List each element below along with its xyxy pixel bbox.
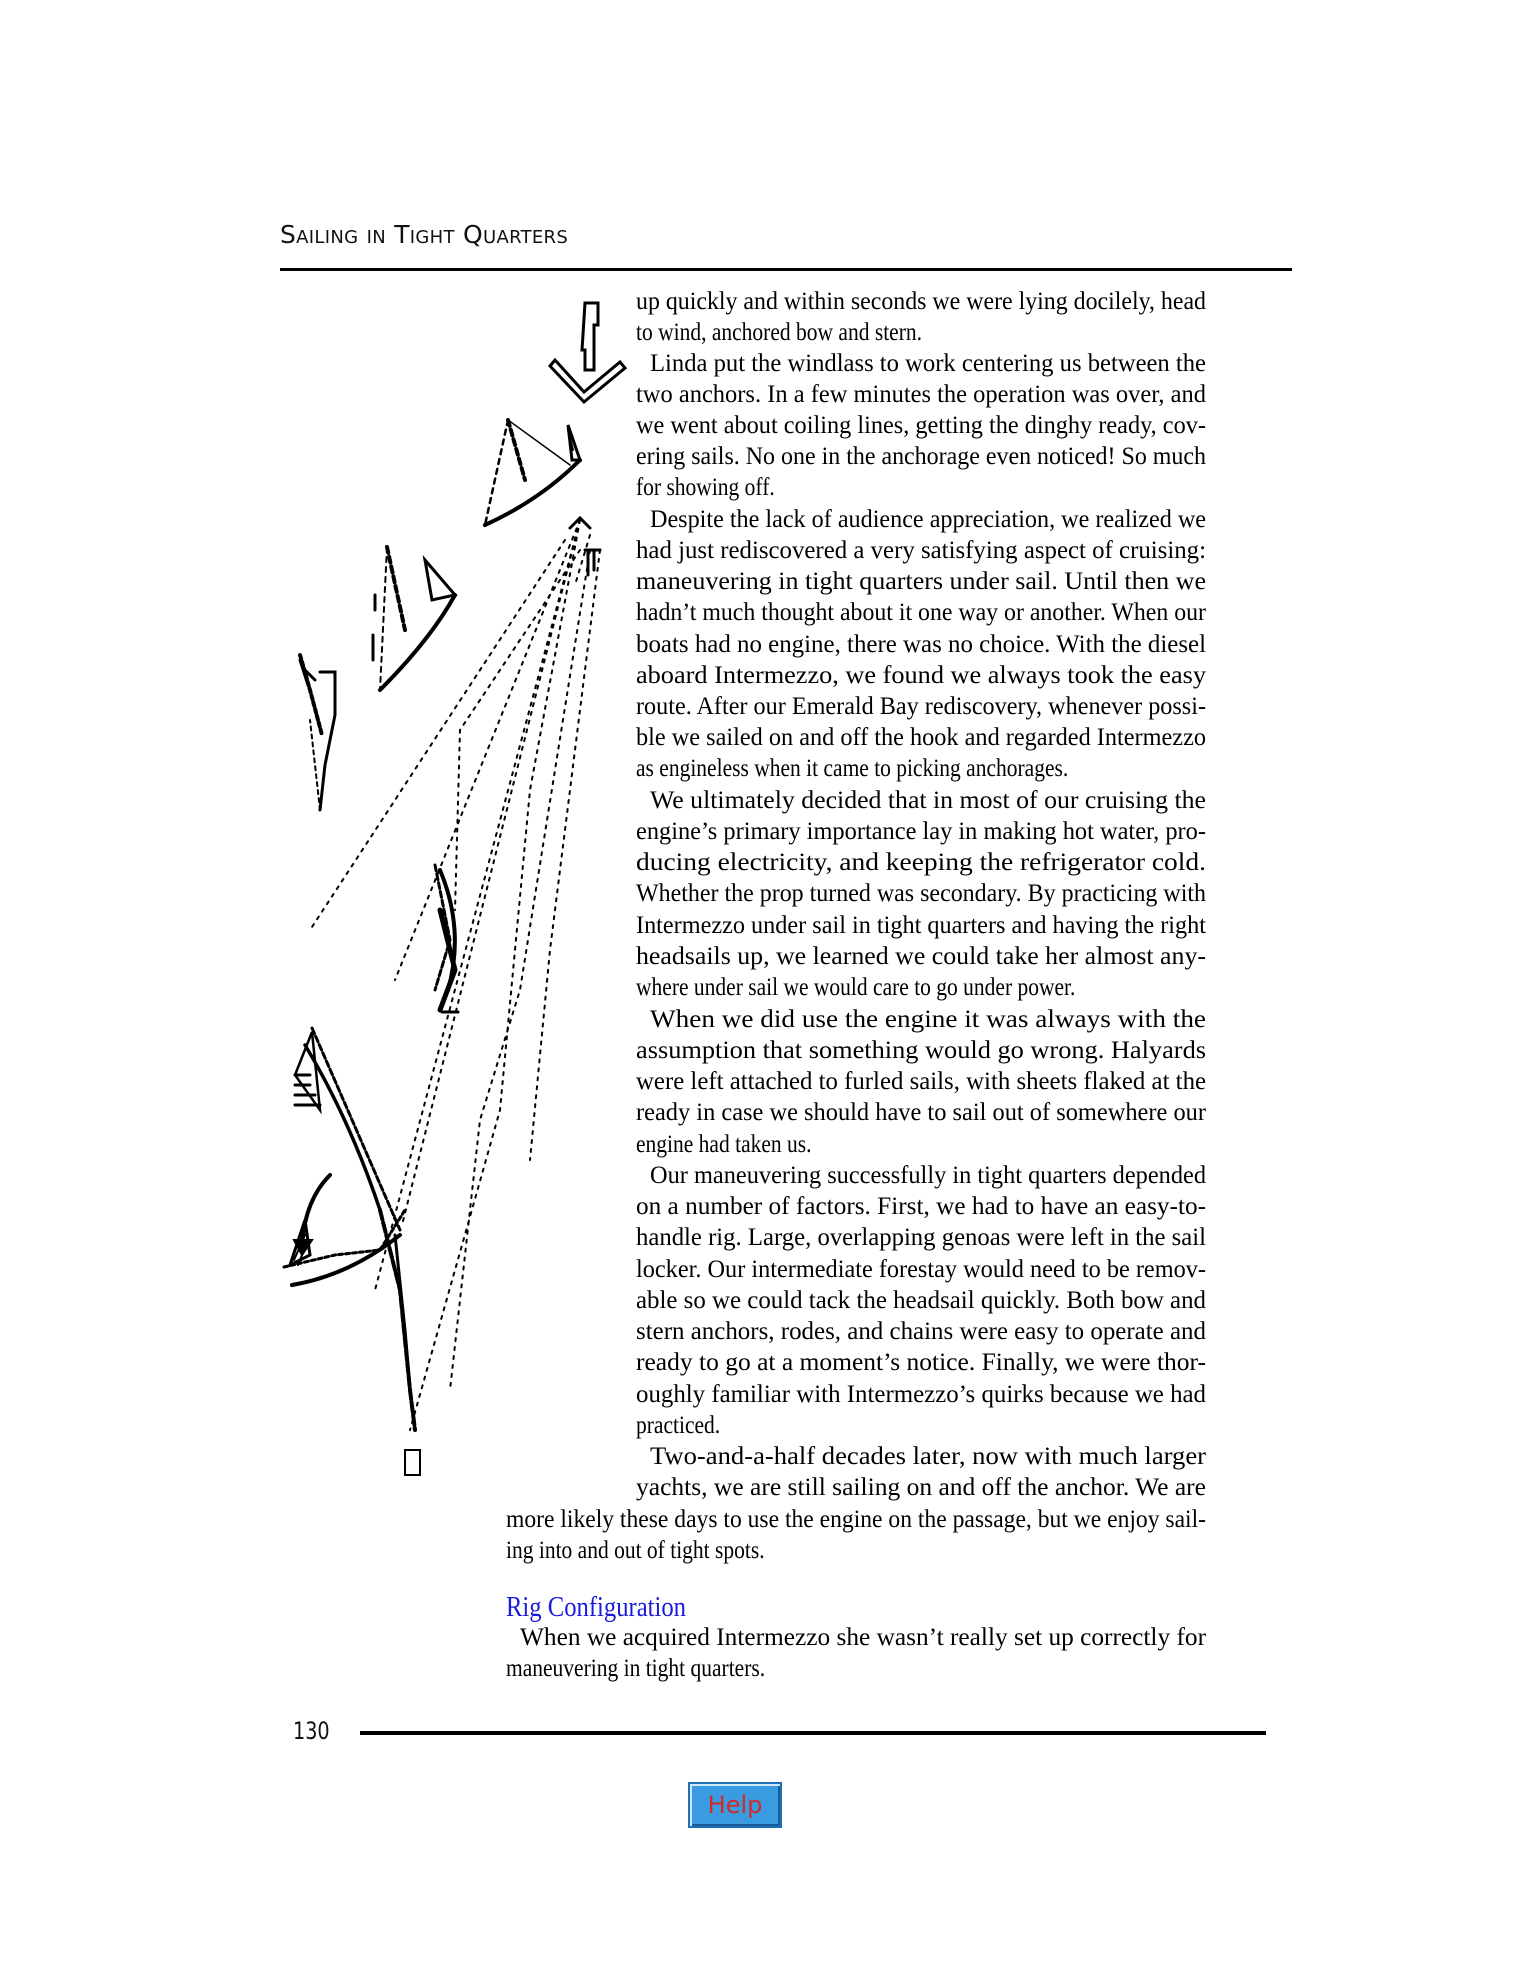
- text-line: two anchors. In a few minutes the operation was over, and: [636, 381, 1206, 408]
- text-line: for showing off.: [636, 474, 775, 501]
- text-line: maneuvering in tight quarters under sail. Until then we: [636, 568, 1206, 595]
- text-line: ering sails. No one in the anchorage even noticed! So much: [636, 443, 1206, 470]
- sailboat-3-icon: [300, 655, 335, 810]
- text-line: assumption that something would go wrong. Halyards: [636, 1037, 1206, 1064]
- text-line: maneuvering in tight quarters.: [506, 1655, 766, 1682]
- text-line: had just rediscovered a very satisfying aspect of cruising:: [636, 537, 1206, 564]
- text-line: able so we could tack the headsail quickly. Both bow and: [636, 1287, 1206, 1314]
- text-line: route. After our Emerald Bay rediscovery, whenever possi-: [636, 693, 1206, 720]
- text-line: engine’s primary importance lay in making hot water, pro-: [636, 818, 1206, 845]
- text-line: hadn’t much thought about it one way or another. When our: [636, 599, 1206, 626]
- footer-rule: [360, 1731, 1266, 1735]
- text-line: aboard Intermezzo, we found we always took the easy: [636, 662, 1206, 689]
- wind-arrow-icon: [550, 303, 625, 402]
- text-line: we went about coiling lines, getting the dinghy ready, cov-: [636, 412, 1206, 439]
- text-line: When we acquired Intermezzo she wasn’t really set up correctly for: [520, 1624, 1206, 1651]
- text-line: headsails up, we learned we could take her almost any-: [636, 943, 1206, 970]
- text-line: handle rig. Large, overlapping genoas were left in the sail: [636, 1224, 1206, 1251]
- text-line: locker. Our intermediate forestay would need to be remov-: [636, 1256, 1206, 1283]
- text-line: on a number of factors. First, we had to have an easy-to-: [636, 1193, 1206, 1220]
- text-line: up quickly and within seconds we were lying docilely, head: [636, 288, 1206, 315]
- text-line: Our maneuvering successfully in tight quarters depended: [650, 1162, 1206, 1189]
- text-line: were left attached to furled sails, with sheets flaked at the: [636, 1068, 1206, 1095]
- text-line: Linda put the windlass to work centering us between the: [650, 350, 1206, 377]
- text-line: Two-and-a-half decades later, now with much larger: [650, 1443, 1206, 1470]
- sailboat-2-icon: [373, 547, 455, 690]
- text-line: oughly familiar with Intermezzo’s quirks because we had: [636, 1381, 1206, 1408]
- text-line: Whether the prop turned was secondary. By practicing with: [636, 880, 1206, 907]
- text-line: Intermezzo under sail in tight quarters and having the right: [636, 912, 1206, 939]
- text-line: Despite the lack of audience appreciation, we realized we: [650, 506, 1206, 533]
- text-line: ble we sailed on and off the hook and regarded Intermezzo: [636, 724, 1206, 751]
- turn-arrow-icon: [294, 1175, 330, 1255]
- text-line: stern anchors, rodes, and chains were easy to operate and: [636, 1318, 1206, 1345]
- text-line: When we did use the engine it was always with the: [650, 1006, 1206, 1033]
- text-line: practiced.: [636, 1412, 721, 1439]
- running-head-title: Sailing in Tight Quarters: [280, 220, 569, 249]
- section-heading: Rig Configuration: [506, 1592, 687, 1623]
- text-line: ducing electricity, and keeping the refrigerator cold.: [636, 849, 1206, 876]
- text-line: ready in case we should have to sail out of somewhere our: [636, 1099, 1206, 1126]
- text-line: engine had taken us.: [636, 1131, 812, 1158]
- anchoring-maneuver-figure: [280, 290, 640, 1500]
- text-line: to wind, anchored bow and stern.: [636, 319, 923, 346]
- page-number: 130: [293, 1717, 330, 1745]
- text-line: ing into and out of tight spots.: [506, 1537, 765, 1564]
- text-line: where under sail we would care to go under power.: [636, 974, 1076, 1001]
- sailboat-1-icon: [485, 420, 580, 525]
- header-rule: [280, 268, 1292, 271]
- text-line: ready to go at a moment’s notice. Finally, we were thor-: [636, 1349, 1206, 1376]
- text-line: more likely these days to use the engine on the passage, but we enjoy sail-: [506, 1506, 1206, 1533]
- text-line: We ultimately decided that in most of our cruising the: [650, 787, 1206, 814]
- text-line: boats had no engine, there was no choice. With the diesel: [636, 631, 1206, 658]
- text-line: yachts, we are still sailing on and off the anchor. We are: [636, 1474, 1206, 1501]
- text-line: as engineless when it came to picking anchorages.: [636, 755, 1069, 782]
- help-button[interactable]: Help: [688, 1782, 782, 1828]
